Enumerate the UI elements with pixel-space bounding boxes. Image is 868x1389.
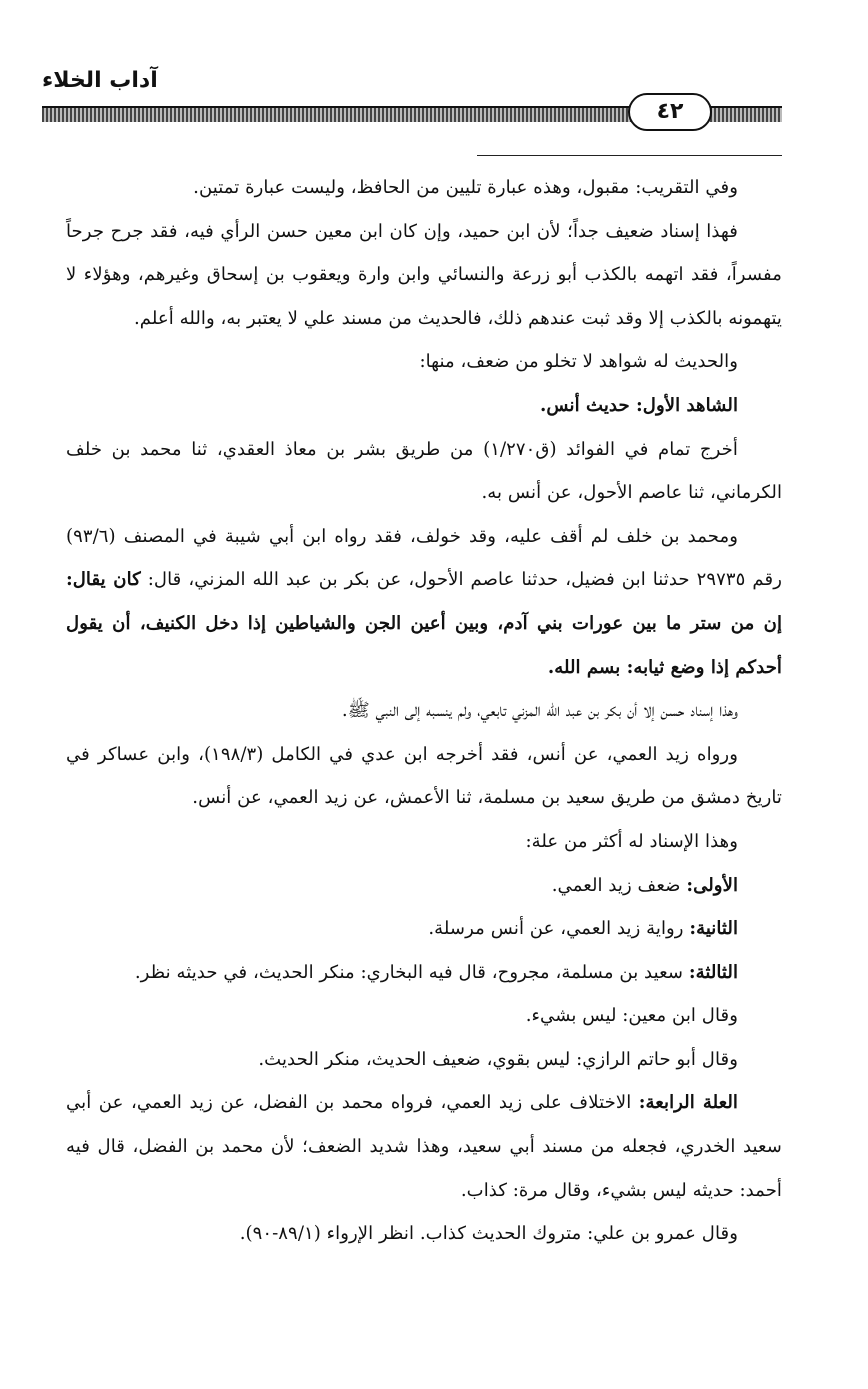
defect-item xyxy=(66,1081,782,1212)
defect-text: سعيد بن مسلمة، مجروح، قال فيه البخاري: منكر الحديث، في حديثه نظر. xyxy=(134,961,689,983)
paragraph: وقال ابن معين: ليس بشيء. xyxy=(525,1005,738,1027)
defect-text: الاختلاف على زيد العمي، فرواه محمد بن الفضل، عن زيد العمي، عن أبي سعيد الخدري، فجعله من مسند أبي سعيد، وهذا شديد الضعف؛ لأن محمد بن الفضل، قال فيه أحمد: حديثه ليس بشيء، وقال مرة: كذاب. xyxy=(66,1092,782,1201)
paragraph xyxy=(66,515,782,689)
paragraph: وهذا الإسناد له أكثر من علة: xyxy=(525,830,738,852)
paragraph: أخرج تمام في الفوائد (ق١/٢٧٠) من طريق بشر بن معاذ العقدي، ثنا محمد بن خلف الكرماني، ثنا عاصم الأحول، عن أنس به. xyxy=(66,438,782,504)
book-title: آداب الخلاء xyxy=(42,68,158,93)
defect-text: رواية زيد العمي، عن أنس مرسلة. xyxy=(428,918,690,940)
quoted-text: كان يقال: إن من ستر ما بين عورات بني آدم، وبين أعين الجن والشياطين إذا دخل الكنيف، أن يقول أحدكم إذا وضع ثيابه: بسم الله. xyxy=(66,569,782,678)
separator-line xyxy=(477,155,782,156)
page-body xyxy=(66,166,782,1256)
defect-text: ضعف زيد العمي. xyxy=(551,874,687,896)
paragraph: وقال أبو حاتم الرازي: ليس بقوي، ضعيف الحديث، منكر الحديث. xyxy=(258,1048,738,1070)
paragraph: وفي التقريب: مقبول، وهذه عبارة تليين من الحافظ، وليست عبارة تمتين. xyxy=(193,177,738,198)
paragraph: ورواه زيد العمي، عن أنس، فقد أخرجه ابن عدي في الكامل (١٩٨/٣)، وابن عساكر في تاريخ دمشق من طريق سعيد بن مسلمة، ثنا الأعمش، عن زيد العمي، عن أنس. xyxy=(66,743,782,809)
defect-label: الثانية: xyxy=(689,918,738,940)
defect-label: الثالثة: xyxy=(688,961,738,983)
paragraph: وقال عمرو بن علي: متروك الحديث كذاب. انظر الإرواء (٨٩/١-٩٠). xyxy=(239,1223,738,1245)
defect-label: الأولى: xyxy=(686,874,738,896)
paragraph-text: ومحمد بن خلف لم أقف عليه، وقد خولف، فقد رواه ابن أبي شيبة في المصنف (٩٣/٦) رقم ٢٩٧٣٥ حدثنا ابن فضيل، حدثنا عاصم الأحول، عن بكر بن عبد الله المزني، قال: xyxy=(66,525,782,591)
page-number: ٤٢ xyxy=(628,93,712,131)
defect-item xyxy=(66,951,782,995)
defect-item xyxy=(66,864,782,908)
section-heading: الشاهد الأول: حديث أنس. xyxy=(540,394,738,416)
defect-item xyxy=(66,907,782,951)
defect-label: العلة الرابعة: xyxy=(638,1092,738,1114)
paragraph: والحديث له شواهد لا تخلو من ضعف، منها: xyxy=(419,351,738,373)
page-header xyxy=(0,0,868,140)
paragraph: فهذا إسناد ضعيف جداً؛ لأن ابن حميد، وإن كان ابن معين حسن الرأي فيه، فقد جرح جرحاً مفسراً، فقد اتهمه بالكذب أبو زرعة والنسائي وابن وارة ويعقوب بن إسحاق وغيرهم، وهؤلاء لا يتهمونه بالكذب إلا وقد ثبت عندهم ذلك، فالحديث من مسند علي لا يعتبر به، والله أعلم. xyxy=(66,220,782,329)
paragraph: وهذا إسناد حسن إلا أن بكر بن عبد الله المزني تابعي، ولم ينسبه إلى النبي ﷺ. xyxy=(341,700,738,722)
